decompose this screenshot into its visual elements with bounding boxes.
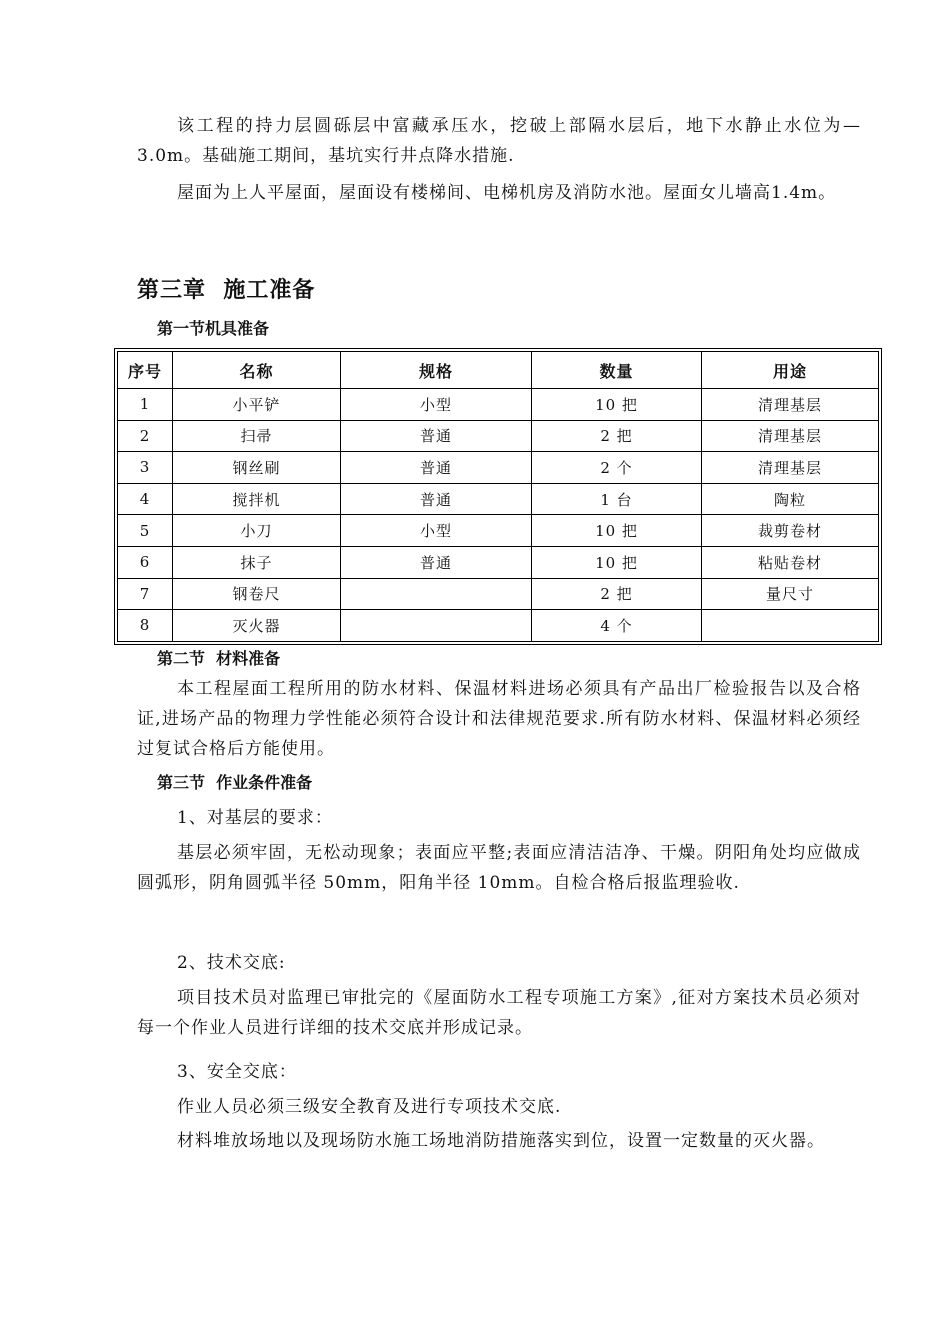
cell-usage: 粘贴卷材 [702, 546, 879, 578]
cell-index: 4 [118, 483, 173, 515]
table-row [118, 420, 879, 452]
cell-name: 钢丝刷 [173, 452, 341, 484]
cell-spec: 小型 [341, 389, 532, 421]
cell-name: 小平铲 [173, 389, 341, 421]
table-row [118, 578, 879, 610]
cell-name: 小刀 [173, 515, 341, 547]
cell-name: 抹子 [173, 546, 341, 578]
table-row [118, 515, 879, 547]
intro-paragraph-roof: 屋面为上人平屋面，屋面设有楼梯间、电梯机房及消防水池。屋面女儿墙高1.4m。 [177, 183, 837, 203]
materials-paragraph: 本工程屋面工程所用的防水材料、保温材料进场必须具有产品出厂检验报告以及合格证,进场产品的物理力学性能必须符合设计和法律规范要求.所有防水材料、保温材料必须经过复试合格后方能使用。 [137, 679, 861, 759]
chapter-title: 第三章 施工准备 [137, 278, 316, 303]
cell-index: 3 [118, 452, 173, 484]
cell-quantity: 10 把 [532, 389, 702, 421]
cell-quantity: 2 个 [532, 452, 702, 484]
cell-quantity: 1 台 [532, 483, 702, 515]
cell-index: 1 [118, 389, 173, 421]
cell-quantity: 2 把 [532, 420, 702, 452]
item2-paragraph: 项目技术员对监理已审批完的《屋面防水工程专项施工方案》,征对方案技术员必须对每一个作业人员进行详细的技术交底并形成记录。 [137, 988, 861, 1038]
intro-paragraph-groundwater: 该工程的持力层圆砾层中富藏承压水，挖破上部隔水层后，地下水静止水位为—3.0m。基础施工期间，基坑实行井点降水措施. [137, 116, 861, 166]
header-cell-spec: 规格 [341, 352, 532, 389]
header-cell-index: 序号 [118, 352, 173, 389]
cell-spec: 小型 [341, 515, 532, 547]
header-cell-usage: 用途 [702, 352, 879, 389]
cell-name: 搅拌机 [173, 483, 341, 515]
cell-quantity: 4 个 [532, 610, 702, 642]
cell-index: 6 [118, 546, 173, 578]
cell-quantity: 10 把 [532, 515, 702, 547]
cell-name: 灭火器 [173, 610, 341, 642]
cell-name: 钢卷尺 [173, 578, 341, 610]
equipment-table-frame [114, 348, 882, 645]
table-row [118, 483, 879, 515]
cell-spec: 普通 [341, 483, 532, 515]
cell-quantity: 10 把 [532, 546, 702, 578]
item1-heading: 1、对基层的要求： [177, 808, 333, 828]
section-title-materials: 第二节 材料准备 [157, 649, 281, 668]
item3-paragraph-1: 作业人员必须三级安全教育及进行专项技术交底. [177, 1097, 562, 1117]
cell-index: 8 [118, 610, 173, 642]
cell-usage: 清理基层 [702, 420, 879, 452]
cell-usage: 量尺寸 [702, 578, 879, 610]
header-cell-name: 名称 [173, 352, 341, 389]
cell-index: 7 [118, 578, 173, 610]
table-row [118, 389, 879, 421]
table-header-row [118, 352, 879, 389]
header-cell-quantity: 数量 [532, 352, 702, 389]
cell-usage: 清理基层 [702, 452, 879, 484]
cell-name: 扫帚 [173, 420, 341, 452]
item3-paragraph-2: 材料堆放场地以及现场防水施工场地消防措施落实到位，设置一定数量的灭火器。 [177, 1131, 825, 1151]
item2-heading: 2、技术交底: [177, 953, 286, 973]
cell-quantity: 2 把 [532, 578, 702, 610]
section-title-equipment: 第一节机具准备 [157, 319, 270, 338]
cell-usage: 清理基层 [702, 389, 879, 421]
cell-spec: 普通 [341, 546, 532, 578]
table-row [118, 546, 879, 578]
cell-spec: 普通 [341, 420, 532, 452]
cell-usage: 陶粒 [702, 483, 879, 515]
item1-paragraph: 基层必须牢固，无松动现象；表面应平整;表面应清洁洁净、干燥。阴阳角处均应做成圆弧形，阴角圆弧半径 50mm，阳角半径 10mm。自检合格后报监理验收. [137, 843, 861, 893]
cell-spec [341, 610, 532, 642]
table-row [118, 452, 879, 484]
cell-usage [702, 610, 879, 642]
cell-spec: 普通 [341, 452, 532, 484]
cell-index: 5 [118, 515, 173, 547]
table-row [118, 610, 879, 642]
item3-heading: 3、安全交底： [177, 1062, 297, 1082]
cell-index: 2 [118, 420, 173, 452]
section-title-work-conditions: 第三节 作业条件准备 [157, 773, 313, 792]
cell-spec [341, 578, 532, 610]
equipment-table [117, 351, 879, 642]
cell-usage: 裁剪卷材 [702, 515, 879, 547]
